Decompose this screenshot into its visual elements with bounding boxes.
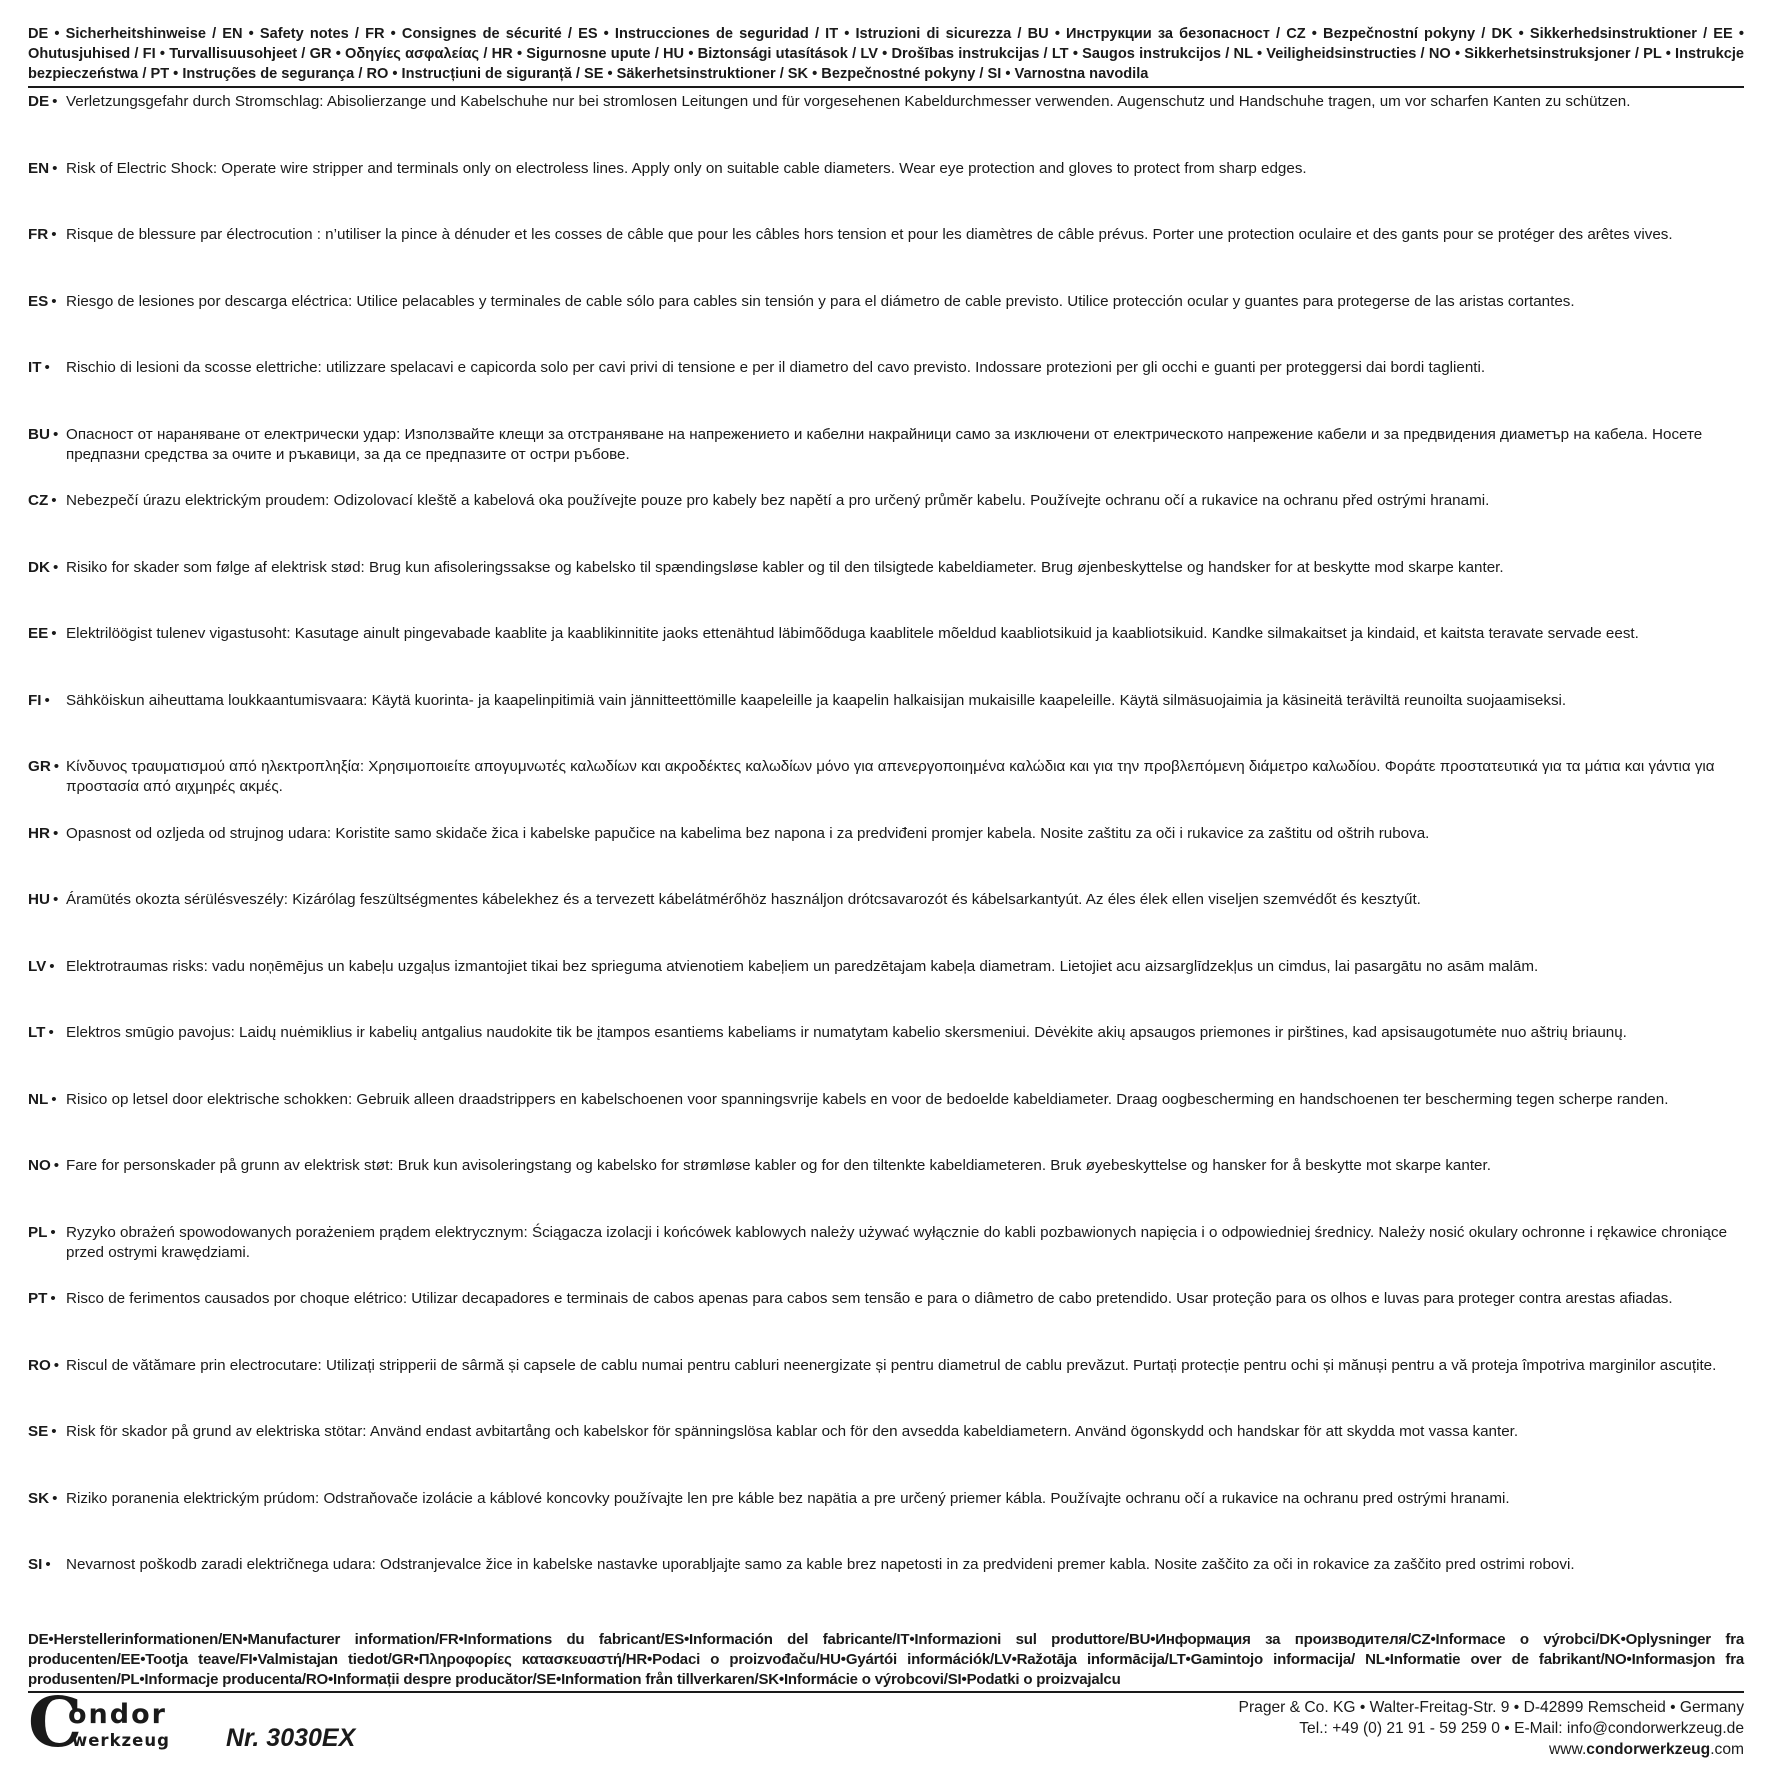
safety-note-sk	[28, 1489, 1744, 1556]
safety-note-text: Κίνδυνος τραυματισμού από ηλεκτροπληξία: Χρησιμοποιείτε απογυμνωτές καλωδίων και ακροδέκτες καλωδίων μόνο για απενεργοποιημένα καλώδια και για την προβλεπόμενη διάμετρο καλωδίου. Φοράτε προστατευτικά για τα μάτια και γάντια για προστασία από αιχμηρές ακμές.	[66, 758, 1715, 795]
language-code: CZ •	[28, 492, 57, 509]
safety-note-gr	[28, 757, 1744, 824]
logo-word-werkzeug: werkzeug	[72, 1730, 170, 1750]
language-code: ES •	[28, 292, 57, 310]
safety-note-text: Elektrilöögist tulenev vigastusoht: Kasutage ainult pingevabade kaablite ja kaablikinnitite jaoks ettenähtud läbimõõduga kaablitele mõeldud kaabliotsikuid ja kaabliotsikuid. Kandke silmakaitset ja kindaid, et kaitsta teravate servade eest.	[66, 625, 1639, 642]
safety-note-ro	[28, 1356, 1744, 1423]
language-code: NO •	[28, 1157, 60, 1174]
safety-note-text: Risk of Electric Shock: Operate wire stripper and terminals only on electroless lines. Apply only on suitable cable diameters. Wear eye protection and gloves to protect from sharp edges.	[66, 159, 1307, 177]
safety-note-text: Elektros smūgio pavojus: Laidų nuėmiklius ir kabelių antgalius naudokite tik be įtampos esantiems kabeliams ir numatytam kabelio skersmeniui. Dėvėkite akių apsaugos priemones ir pirštines, kad apsisaugotumėte nuo aštrių briaunų.	[66, 1024, 1627, 1041]
footer	[28, 1682, 1744, 1763]
safety-note-cz	[28, 491, 1744, 558]
language-code: DK •	[28, 558, 59, 576]
language-code: SK •	[28, 1489, 58, 1507]
safety-note-text: Verletzungsgefahr durch Stromschlag: Abisolierzange und Kabelschuhe nur bei stromlosen Leitungen und für vorgesehenen Kabeldurchmesser verwenden. Augenschutz und Handschuhe tragen, um vor scharfen Kanten zu schützen.	[66, 93, 1631, 110]
address-line: Prager & Co. KG • Walter-Freitag-Str. 9 • D-42899 Remscheid • Germany	[1238, 1698, 1744, 1716]
safety-note-de	[28, 92, 1744, 159]
logo-letter: C	[28, 1682, 83, 1763]
safety-note-hu	[28, 890, 1744, 957]
safety-note-text: Riscul de vătămare prin electrocutare: Utilizați stripperii de sârmă și capsele de cablu numai pentru cabluri neenergizate și pentru diametrul de cablu prevăzut. Purtați protecție pentru ochi și mănuși pentru a vă proteja împotriva marginilor ascuțite.	[66, 1356, 1717, 1374]
safety-note-text: Ryzyko obrażeń spowodowanych porażeniem prądem elektrycznym: Ściągacza izolacji i końcówek kablowych należy używać wyłącznie do kabli pozbawionych napięcia i o odpowiedniej średnicy. Należy nosić okulary ochronne i rękawice chroniące przed ostrymi krawędziami.	[66, 1223, 1728, 1261]
safety-note-text: Opasnost od ozljeda od strujnog udara: Koristite samo skidače žica i kabelske papučice na kabelima bez napona i za predviđeni promjer kabela. Nosite zaštitu za oči i rukavice za zaštitu od oštrih rubova.	[66, 824, 1430, 842]
safety-note-text: Nebezpečí úrazu elektrickým proudem: Odizolovací kleště a kabelová oka používejte pouze pro kabely bez napětí a pro určený průměr kabelu. Používejte ochranu očí a rukavice na ochranu před ostrými hranami.	[66, 492, 1490, 509]
safety-notes-list	[28, 92, 1744, 1622]
safety-note-fr	[28, 225, 1744, 292]
language-code: PL •	[28, 1223, 56, 1241]
safety-note-lv	[28, 957, 1744, 1024]
safety-note-hr	[28, 824, 1744, 891]
safety-note-text: Risque de blessure par électrocution : n’utiliser la pince à dénuder et les cosses de câble que pour les câbles hors tension et pour les diamètres de câble prévus. Porter une protection oculaire et des gants pour se protéger des arêtes vives.	[66, 226, 1673, 243]
manufacturer-header: DE•Herstellerinformationen/EN•Manufacturer information/FR•Informations du fabricant/ES•Información del fabricante/IT•Informazioni sul produttore/BU•Информация за производителя/CZ•Informace o výrobci/DK•Oplysninger fra producenten/EE•Tootja teave/FI•Valmistajan tiedot/GR•Πληροφορίες κατασκευαστή/HR•Podaci o proizvođaču/HU•Gyártói információk/LV•Ražotāja informācija/LT•Gamintojo informacija/ NL•Informatie over de fabrikant/NO•Informasjon fra produsenten/PL•Informacje producenta/RO•Informații despre producător/SE•Information från tillverkaren/SK•Informácie o výrobcovi/SI•Podatki o proizvajalcu	[28, 1630, 1744, 1693]
language-code: SI •	[28, 1556, 51, 1573]
language-code: GR •	[28, 758, 60, 775]
language-code: HU •	[28, 891, 59, 908]
safety-note-text: Elektrotraumas risks: vadu noņēmējus un kabeļu uzgaļus izmantojiet tikai bez sprieguma atvienotiem kabeļiem un paredzētajam kabeļa diametram. Lietojiet acu aizsarglīdzekļus un cimdus, lai pasargātu no asām malām.	[66, 957, 1539, 975]
model-number: Nr. 3030EX	[226, 1723, 356, 1752]
language-code: RO •	[28, 1356, 60, 1374]
language-code: HR •	[28, 824, 59, 842]
safety-note-it	[28, 358, 1744, 425]
safety-note-nl	[28, 1090, 1744, 1157]
safety-note-text: Fare for personskader på grunn av elektrisk støt: Bruk kun avisoleringstang og kabelsko for strømløse kabler og for den tiltenkte kabeldiameteren. Bruk øyebeskyttelse og hansker for å beskytte mot skarpe kanter.	[66, 1157, 1491, 1174]
logo-word-condor: ondor	[68, 1698, 167, 1730]
language-code: PT •	[28, 1290, 56, 1307]
safety-note-text: Rischio di lesioni da scosse elettriche: utilizzare spelacavi e capicorda solo per cavi privi di tensione e per il diametro del cavo previsto. Indossare protezioni per gli occhi e guanti per proteggersi dai bordi taglienti.	[66, 359, 1486, 376]
safety-note-en	[28, 159, 1744, 226]
language-code: SE •	[28, 1423, 57, 1440]
language-code: DE •	[28, 93, 58, 110]
safety-note-text: Опасност от нараняване от електрически удар: Използвайте клещи за отстраняване на напрежението и кабелни накрайници само за изключени от електрическото напрежение кабели и за предвидения диаметър на кабела. Носете предпазни средства за очите и ръкавици, за да се предпазите от остри ръбове.	[66, 425, 1703, 463]
safety-note-text: Áramütés okozta sérülésveszély: Kizárólag feszültségmentes kábelekhez és a tervezett kábelátmérőhöz használjon drótcsavarozót és kábelsarkantyút. Az éles élek ellen viseljen szemvédőt és kesztyűt.	[66, 891, 1421, 908]
language-code: BU •	[28, 425, 59, 443]
safety-note-text: Risiko for skader som følge af elektrisk stød: Brug kun afisoleringssakse og kabelsko til spændingsløse kabler og til den tilsigtede kabeldiameter. Brug øjenbeskyttelse og handsker for at beskytte mod skarpe kanter.	[66, 558, 1504, 576]
safety-note-fi	[28, 691, 1744, 758]
safety-note-lt	[28, 1023, 1744, 1090]
language-code: NL •	[28, 1090, 57, 1108]
safety-note-text: Risco de ferimentos causados por choque elétrico: Utilizar decapadores e terminais de cabos apenas para cabos sem tensão e para o diâmetro de cabo pretendido. Usar proteção para os olhos e luvas para proteger contra arestas afiadas.	[66, 1290, 1673, 1307]
safety-note-pl	[28, 1223, 1744, 1290]
language-code: FI •	[28, 691, 50, 709]
language-code: EE •	[28, 625, 57, 642]
safety-note-ee	[28, 624, 1744, 691]
safety-note-bu	[28, 425, 1744, 492]
safety-header: DE • Sicherheitshinweise / EN • Safety notes / FR • Consignes de sécurité / ES • Instrucciones de seguridad / IT • Istruzioni di sicurezza / BU • Инструкции за безопасност / CZ • Bezpečnostní pokyny / DK • Sikkerhedsinstruktioner / EE • Ohutusjuhised / FI • Turvallisuusohjeet / GR • Οδηγίες ασφαλείας / HR • Sigurnosne upute / HU • Biztonsági utasítások / LV • Drošības instrukcijas / LT • Saugos instrukcijos / NL • Veiligheidsinstructies / NO • Sikkerhetsinstruksjoner / PL • Instrukcje bezpieczeństwa / PT • Instruções de segurança / RO • Instrucțiuni de siguranță / SE • Säkerhetsinstruktioner / SK • Bezpečnostné pokyny / SI • Varnostna navodila	[28, 24, 1744, 88]
safety-note-text: Risico op letsel door elektrische schokken: Gebruik alleen draadstrippers en kabelschoenen voor spanningsvrije kabels en voor de bedoelde kabeldiameter. Draag oogbescherming en handschoenen ter bescherming tegen scherpe randen.	[66, 1090, 1669, 1108]
website-link[interactable]: www.condorwerkzeug.com	[1549, 1740, 1744, 1758]
language-code: LV •	[28, 957, 55, 975]
safety-note-text: Riesgo de lesiones por descarga eléctrica: Utilice pelacables y terminales de cable sólo para cables sin tensión y para el diámetro de cable previsto. Utilice protección ocular y guantes para protegerse de las aristas cortantes.	[66, 292, 1575, 310]
safety-note-text: Sähköiskun aiheuttama loukkaantumisvaara: Käytä kuorinta- ja kaapelinpitimiä vain jännitteettömille kaapeleille ja kaapelin halkaisijan mukaisille kaapeleille. Käytä silmäsuojaimia ja käsineitä teräviltä reunoilta suojaamiseksi.	[66, 691, 1567, 709]
language-code: FR •	[28, 226, 57, 243]
safety-note-no	[28, 1156, 1744, 1223]
language-code: EN •	[28, 159, 58, 177]
safety-note-text: Risk för skador på grund av elektriska stötar: Använd endast avbitartång och kabelskor för spänningslösa kablar och för den avsedda kabeldiametern. Använd ögonskydd och handskar för att skydda mot vassa kanter.	[66, 1423, 1519, 1440]
contact-line: Tel.: +49 (0) 21 91 - 59 259 0 • E-Mail: info@condorwerkzeug.de	[1299, 1719, 1744, 1737]
safety-note-text: Nevarnost poškodb zaradi električnega udara: Odstranjevalce žice in kabelske nastavke uporabljajte samo za kable brez napetosti in za predvideni premer kabla. Nosite zaščito za oči in rokavice za zaščito pred ostrimi robovi.	[66, 1556, 1575, 1573]
safety-note-es	[28, 292, 1744, 359]
language-code: LT •	[28, 1024, 54, 1041]
safety-note-dk	[28, 558, 1744, 625]
language-code: IT •	[28, 359, 50, 376]
safety-note-pt	[28, 1289, 1744, 1356]
safety-note-text: Riziko poranenia elektrickým prúdom: Odstraňovače izolácie a káblové koncovky používajte len pre káble bez napätia a pre určený priemer kábla. Používajte ochranu očí a rukavice na ochranu pred ostrými hranami.	[66, 1489, 1510, 1507]
safety-note-si	[28, 1555, 1744, 1622]
condor-logo	[28, 1682, 198, 1763]
manufacturer-address	[1239, 1697, 1744, 1760]
safety-note-se	[28, 1422, 1744, 1489]
brand	[28, 1682, 356, 1763]
